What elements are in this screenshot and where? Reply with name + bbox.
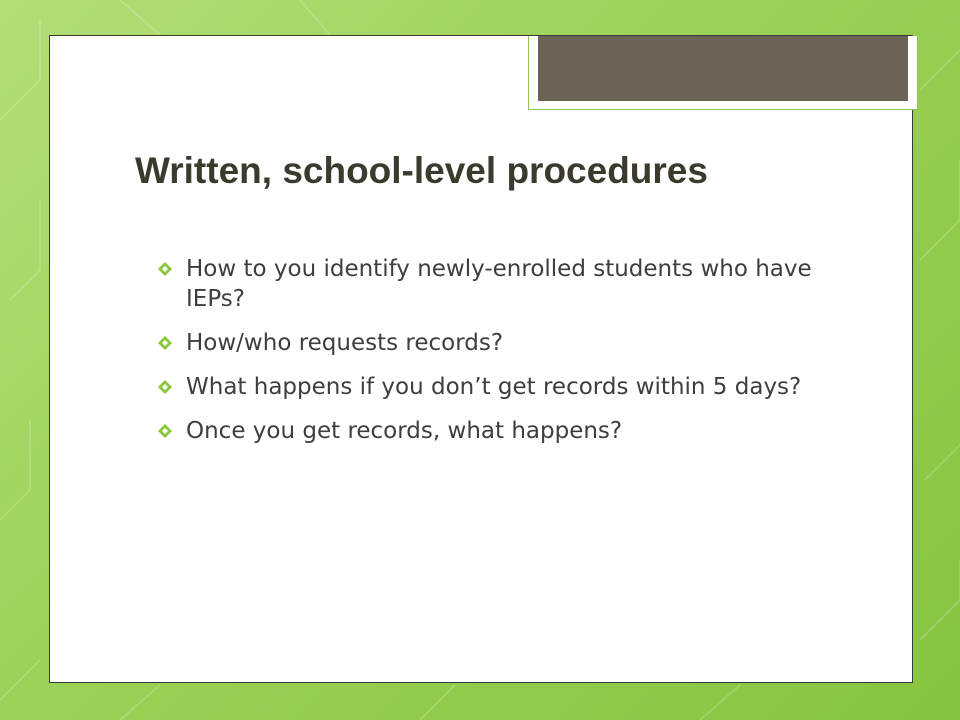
header-accent-bar — [538, 36, 908, 101]
diamond-bullet-icon — [158, 336, 172, 350]
bullet-text: What happens if you don’t get records within 5 days? — [186, 374, 802, 400]
list-item — [158, 254, 838, 314]
bullet-text: How/who requests records? — [186, 330, 504, 356]
slide-panel — [49, 35, 913, 683]
bullet-list — [158, 254, 838, 460]
diamond-bullet-icon — [158, 262, 172, 276]
list-item — [158, 328, 838, 358]
list-item — [158, 372, 838, 402]
header-accent-tab — [528, 36, 918, 110]
slide-title: Written, school-level procedures — [135, 150, 708, 191]
bullet-text: Once you get records, what happens? — [186, 418, 623, 444]
list-item — [158, 416, 838, 446]
diamond-bullet-icon — [158, 424, 172, 438]
bullet-text: How to you identify newly-enrolled students who have IEPs? — [186, 256, 812, 312]
diamond-bullet-icon — [158, 380, 172, 394]
